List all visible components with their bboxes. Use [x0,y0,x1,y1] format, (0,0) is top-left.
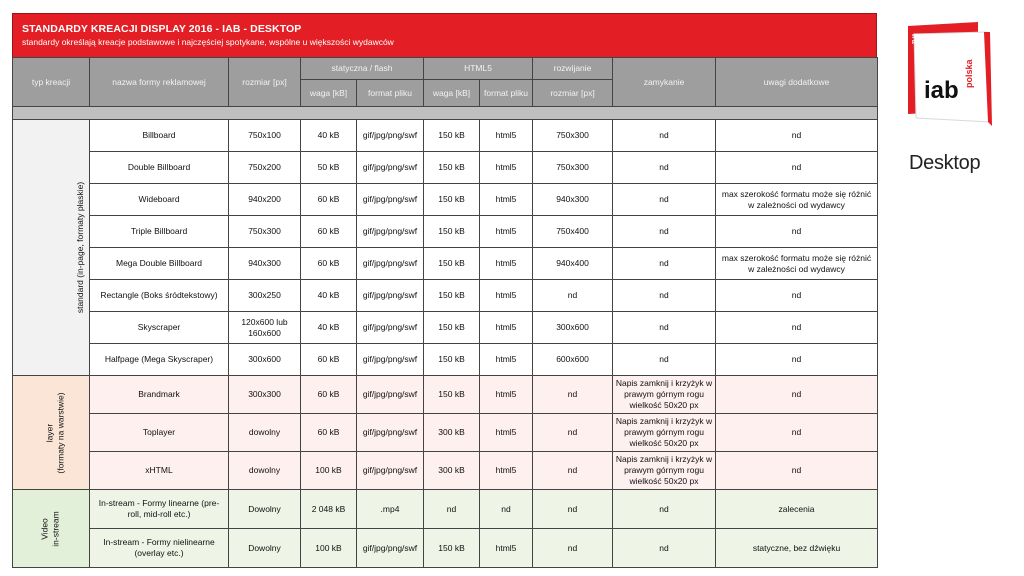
group-layer-line1: layer [44,423,55,442]
logo-brand: iab [924,77,959,104]
cell-notes: nd [716,376,878,414]
standards-sheet [12,13,877,568]
cell-name: Rectangle (Boks śródtekstowy) [90,280,229,312]
cell-html5-format: html5 [480,280,533,312]
standards-table [12,57,878,568]
cell-html5-weight: 150 kB [424,529,480,568]
table-row [13,376,878,414]
cell-html5-weight: 150 kB [424,216,480,248]
cell-html5-weight: 150 kB [424,312,480,344]
cell-expand-size: nd [533,280,613,312]
group-video-line1: Video [40,517,50,540]
group-layer [13,376,90,490]
cell-static-format: gif/jpg/png/swf [357,529,424,568]
cell-static-weight: 60 kB [301,184,357,216]
table-row [13,529,878,568]
cell-static-weight: 60 kB [301,344,357,376]
cell-static-weight: 40 kB [301,312,357,344]
cell-expand-size: nd [533,376,613,414]
cell-size: dowolny [229,414,301,452]
logo-brand-side: polska [964,59,974,88]
logo-top-text-1: STANDARD [912,34,940,40]
cell-name: Skyscraper [90,312,229,344]
cell-expand-size: nd [533,414,613,452]
cell-html5-weight: 300 kB [424,452,480,490]
sheet-header [12,13,877,57]
cell-expand-size: 750x300 [533,152,613,184]
table-row [13,152,878,184]
cell-size: 300x600 [229,344,301,376]
cell-html5-format: html5 [480,376,533,414]
cell-html5-weight: 150 kB [424,120,480,152]
cell-expand-size: nd [533,452,613,490]
cell-html5-weight: 300 kB [424,414,480,452]
cell-size: 750x100 [229,120,301,152]
cell-closing: Napis zamknij i krzyżyk w prawym górnym rogu wielkość 50x20 px [613,414,716,452]
col-header-rozmiar: rozmiar [px] [229,58,301,107]
table-row [13,452,878,490]
col-header-html5: HTML5 [424,58,533,80]
cell-name: Toplayer [90,414,229,452]
group-layer-line2: (formaty na warstwie) [55,391,66,474]
cell-html5-format: html5 [480,120,533,152]
cell-size: Dowolny [229,529,301,568]
cell-size: 300x300 [229,376,301,414]
cell-closing: nd [613,529,716,568]
cell-static-weight: 2 048 kB [301,490,357,529]
cell-closing: nd [613,120,716,152]
cell-size: 940x200 [229,184,301,216]
group-layer-label [45,392,67,473]
cell-static-weight: 60 kB [301,248,357,280]
col-header-waga-html5: waga [kB] [424,80,480,107]
table-row [13,490,878,529]
cell-html5-format: html5 [480,529,533,568]
table-row [13,280,878,312]
cell-notes: max szerokość formatu może się różnić w zależności od wydawcy [716,184,878,216]
cell-static-format: gif/jpg/png/swf [357,216,424,248]
spacer-row [13,107,878,120]
cell-expand-size: nd [533,529,613,568]
cell-closing: nd [613,312,716,344]
col-header-rozwijanie: rozwijanie [533,58,613,80]
table-row [13,312,878,344]
logo-top-text-2: REKLAMY [912,40,937,46]
cell-closing: nd [613,280,716,312]
col-header-nazwa: nazwa formy reklamowej [90,58,229,107]
col-header-format-static: format pliku [357,80,424,107]
cell-notes: nd [716,120,878,152]
cell-name: Mega Double Billboard [90,248,229,280]
cell-expand-size: 600x600 [533,344,613,376]
cell-expand-size: 750x300 [533,120,613,152]
cell-name: Brandmark [90,376,229,414]
cell-static-format: gif/jpg/png/swf [357,344,424,376]
col-header-statyczna: statyczna / flash [301,58,424,80]
group-video [13,490,90,568]
cell-expand-size: 750x400 [533,216,613,248]
cell-static-format: gif/jpg/png/swf [357,452,424,490]
cell-notes: nd [716,414,878,452]
cell-expand-size: 940x400 [533,248,613,280]
cell-closing: nd [613,248,716,280]
table-row [13,184,878,216]
cell-html5-weight: nd [424,490,480,529]
cell-size: 940x300 [229,248,301,280]
cell-closing: nd [613,344,716,376]
cell-name: Billboard [90,120,229,152]
col-header-zamykanie: zamykanie [613,58,716,107]
cell-static-format: gif/jpg/png/swf [357,248,424,280]
cell-static-weight: 60 kB [301,376,357,414]
cell-html5-weight: 150 kB [424,248,480,280]
cell-static-weight: 60 kB [301,216,357,248]
cell-name: In-stream - Formy nielinearne (overlay etc.) [90,529,229,568]
cell-notes: nd [716,344,878,376]
sheet-subtitle: standardy określają kreacje podstawowe i najczęściej spotykane, wspólne u większości wydawców [22,37,394,47]
col-header-typ: typ kreacji [13,58,90,107]
cell-html5-format: html5 [480,152,533,184]
cell-html5-weight: 150 kB [424,184,480,216]
cell-html5-weight: 150 kB [424,344,480,376]
cell-html5-format: html5 [480,344,533,376]
cell-static-format: gif/jpg/png/swf [357,280,424,312]
cell-html5-format: html5 [480,414,533,452]
cell-static-weight: 100 kB [301,452,357,490]
cell-html5-format: nd [480,490,533,529]
cell-closing: Napis zamknij i krzyżyk w prawym górnym rogu wielkość 50x20 px [613,452,716,490]
cell-notes: statyczne, bez dźwięku [716,529,878,568]
cell-closing: Napis zamknij i krzyżyk w prawym górnym rogu wielkość 50x20 px [613,376,716,414]
cell-html5-weight: 150 kB [424,280,480,312]
cell-name: Wideboard [90,184,229,216]
cell-expand-size: 300x600 [533,312,613,344]
cell-notes: nd [716,280,878,312]
cell-static-format: gif/jpg/png/swf [357,376,424,414]
cell-notes: max szerokość formatu może się różnić w zależności od wydawcy [716,248,878,280]
group-standard-label: standard (in-page, formaty płaskie) [75,181,86,314]
cell-html5-format: html5 [480,452,533,490]
cell-size: dowolny [229,452,301,490]
cell-static-weight: 100 kB [301,529,357,568]
cell-size: 750x300 [229,216,301,248]
cell-name: Double Billboard [90,152,229,184]
col-header-rozwijanie-size: rozmiar [px] [533,80,613,107]
cell-notes: nd [716,216,878,248]
table-row [13,216,878,248]
cell-notes: zalecenia [716,490,878,529]
cell-name: Halfpage (Mega Skyscraper) [90,344,229,376]
cell-size: Dowolny [229,490,301,529]
cell-name: Triple Billboard [90,216,229,248]
cell-static-format: gif/jpg/png/swf [357,152,424,184]
cell-closing: nd [613,184,716,216]
cell-html5-weight: 150 kB [424,376,480,414]
col-header-waga-static: waga [kB] [301,80,357,107]
table-row [13,344,878,376]
cell-expand-size: 940x300 [533,184,613,216]
sheet-title: STANDARDY KREACJI DISPLAY 2016 - IAB - DESKTOP [22,23,302,35]
cell-notes: nd [716,152,878,184]
cell-html5-format: html5 [480,184,533,216]
cell-notes: nd [716,452,878,490]
col-header-format-html5: format pliku [480,80,533,107]
cell-static-weight: 50 kB [301,152,357,184]
cell-expand-size: nd [533,490,613,529]
cell-static-weight: 40 kB [301,120,357,152]
table-row [13,120,878,152]
cell-static-format: gif/jpg/png/swf [357,120,424,152]
table-row [13,248,878,280]
cell-name: In-stream - Formy linearne (pre-roll, mid-roll etc.) [90,490,229,529]
cell-static-format: .mp4 [357,490,424,529]
cell-static-format: gif/jpg/png/swf [357,184,424,216]
cell-html5-weight: 150 kB [424,152,480,184]
cell-html5-format: html5 [480,312,533,344]
cell-static-format: gif/jpg/png/swf [357,312,424,344]
cell-closing: nd [613,152,716,184]
cell-closing: nd [613,490,716,529]
cell-closing: nd [613,216,716,248]
cell-static-format: gif/jpg/png/swf [357,414,424,452]
side-label: Desktop [909,152,981,174]
group-video-line2: in-stream [51,510,61,547]
iab-polska-logo [906,22,992,126]
cell-html5-format: html5 [480,216,533,248]
col-header-uwagi: uwagi dodatkowe [716,58,878,107]
cell-size: 120x600 lub 160x600 [229,312,301,344]
cell-size: 750x200 [229,152,301,184]
cell-notes: nd [716,312,878,344]
cell-html5-format: html5 [480,248,533,280]
cell-static-weight: 40 kB [301,280,357,312]
cell-size: 300x250 [229,280,301,312]
group-video-label [40,511,62,546]
cell-static-weight: 60 kB [301,414,357,452]
table-row [13,414,878,452]
cell-name: xHTML [90,452,229,490]
group-standard [13,120,90,376]
